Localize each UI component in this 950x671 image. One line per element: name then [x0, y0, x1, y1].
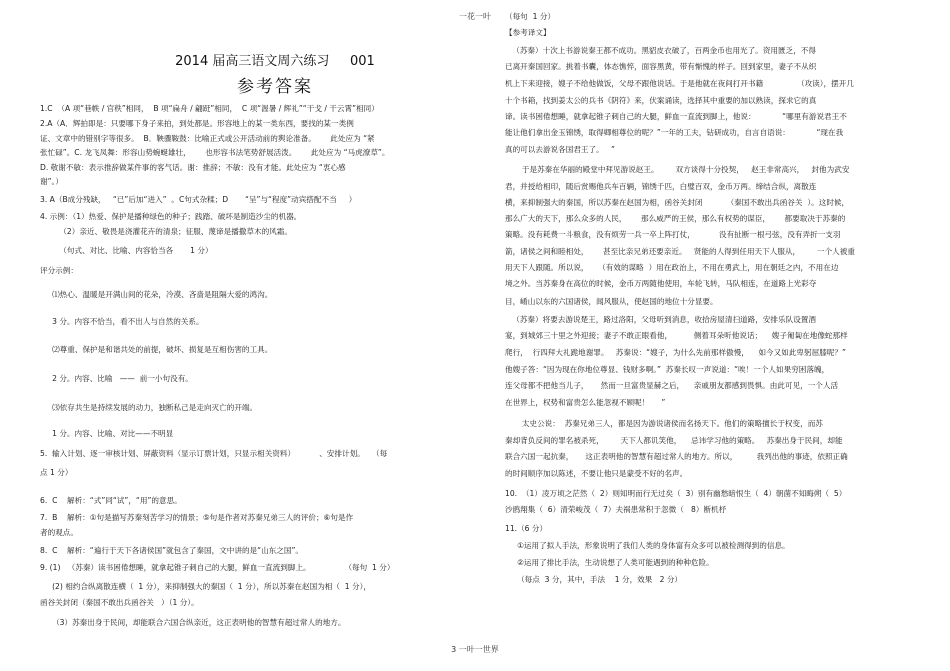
right-text-line: 10. （1）凌万顷之茫然（ 2）则知明而行无过矣（ 3）别有幽愁暗恨生（ 4）朝菌不知晦朔（ 5） [505, 489, 847, 498]
left-text-line: (2) 相约合纵离散连横（ 1 分），来抑制强大的秦国（ 1 分），所以苏秦在赵国为相（ 1 分）， [40, 582, 372, 591]
left-text-line: 1.C （A 项“巷帙 / 官秩”相同， B 项“扁舟 / 翩跹”相同， C 项“渥暑 / 辉礼”“干戈 / 干云霄”相同） [40, 104, 379, 113]
left-text-line: 1 分。内容、比喻、对比——不明显 [40, 429, 174, 438]
left-text-line: 3 分。内容不恰当，看不出人与自然的关系。 [40, 317, 204, 326]
right-text-line: 联合六国一起抗秦， 这正表明他的智慧有超过常人的地方。所以， 我列出他的事迹，依照正确 [505, 452, 848, 461]
right-text-line: 境之外。当苏秦身在高位的时候，金币万两随他使用，车轮飞转，马队相连，在道路上光彩夺 [505, 279, 817, 288]
right-text-line: 太史公说： 苏秦兄弟三人，都是因为游说诸侯而名扬天下。他们的策略擅长于权变，而苏 [505, 419, 823, 428]
right-text-line: 机上下来迎接，嫂子不给他做饭，父母不跟他说话。于是他就在夜间打开书籍 （攻读），摆开几 [505, 79, 854, 88]
left-text-line: ⑶依存共生是持续发展的动力，独断私己是走向灭亡的开端。 [40, 403, 258, 412]
right-text-line: 连父母都不把他当儿子， 然而一旦富贵显赫之后， 亲戚朋友都感到畏惧。由此可见，一个人活 [505, 381, 839, 390]
left-text-line: 3. A（B成分残缺， “已”后加“进入” 。C句式杂糅；D “呈”与“程度”动宾搭配不当 ） [40, 195, 357, 204]
right-text-line: 君，并授给相印，随后赏赐他兵车百辆，锦绣千匹，白璧百双，金币万两。缔结合纵，离散连 [505, 182, 817, 191]
right-text-line: 横，来抑制强大的秦国，所以苏秦在赵国为相，函谷关封闭 （秦国不敢出兵函谷关 ）。这时候， [505, 198, 850, 207]
left-text-line: 8. C 解析：“遍行于天下各诸侯国”就包含了秦国，文中讲的是“山东之国”。 [40, 546, 303, 555]
right-text-line: 宴，到城郊三十里之外迎接；妻子不敢正眼看他， 侧着耳朵听他说话； 嫂子匍匐在地像蛇那样 [505, 331, 848, 340]
page-footer: 3 一叶一世界 [451, 645, 499, 654]
right-text-line: 【参考译文】 [505, 28, 551, 37]
right-text-line: 在世界上，权势和富贵怎么能忽视不顾呢！ ” [505, 398, 666, 407]
left-text-line: 证、文章中的错别字等很多。 B．鞅骤鞍鼓：比喻正式或公开活动前的舆论准备。 此处应为 “紧 [40, 134, 375, 143]
left-text-line: ⑵尊重、保护是和谐共处的前提，破坏、损复是互相伤害的工具。 [40, 345, 273, 354]
right-text-line: 的时间顺序加以陈述，不要让他只是蒙受不好的名声。 [505, 469, 688, 478]
left-text-line: 7. B 解析：①句是描写苏秦刻苦学习的情景；⑤句是作者对苏秦兄弟三人的评价；⑥句是作 [40, 513, 354, 522]
document-subtitle: 参考答案 [237, 77, 313, 97]
left-text-line: 点 1 分） [40, 468, 73, 477]
right-text-line: ②运用了排比手法，生动说想了人类可能遇到的种种危险。 [505, 558, 714, 567]
right-text-line: 真的可以去游说各国君王了。 ” [505, 145, 615, 154]
right-text-line: 他嫂子答：“因为现在你地位尊显、钱财多啊。” 苏秦长叹一声说道：“唉！一个人如果穷困落魄， [505, 365, 830, 374]
left-text-line: （2）亲近、敬畏是浇灌花卉的清泉；征服、蔑谛是播撒草木的风霜。 [40, 227, 292, 236]
right-text-line: 十个书箱，找到姜太公的兵书《阴符》来，伏案诵读，选择其中重要的加以熟读，探求它的真 [505, 96, 817, 105]
right-text-line: （每点 3 分，其中，手法 1 分，效果 2 分） [505, 575, 683, 584]
left-text-line: 函谷关封闭（秦国不敢出兵函谷关 ）（1 分）。 [40, 598, 199, 607]
left-text-line: 2.A（A．辉拍即是：只要哪下身子来拍，到处都是。形容地上的某一类东西，要找的某一类例 [40, 119, 354, 128]
left-text-line: 评分示例： [40, 266, 78, 275]
right-text-line: （苏秦）将要去游说楚王，路过洛阳，父母听到消息，收拾房屋清扫道路，安排乐队设置酒 [505, 315, 816, 324]
right-text-line: 那么广大的天下，那么众多的人民， 那么威严的王侯，那么有权势的谋臣， 都要取决于苏秦的 [505, 214, 846, 223]
left-text-line: 9. (1) （苏秦）读书困倦想睡，就拿起锥子刺自己的大腿，鲜血一直流到脚上。 （每句 1 分） [40, 563, 395, 572]
document-title: 2014 届高三语文周六练习 001 [175, 54, 375, 69]
right-text-line: （苏秦）十次上书游说秦王都不成功。黑貂皮衣破了，百两金币也用光了。资用匮乏，不得 [505, 46, 816, 55]
page-header: 一花一叶 [459, 12, 491, 21]
left-text-line: D. 敬谢不敏：表示推辞做某件事的客气话。谢：推辞；不敏：没有才能。此处应为 “衷心感 [40, 163, 346, 172]
left-text-line: 2 分。内容、比喻 —— 前一小句没有。 [40, 374, 193, 383]
left-text-line: 6. C 解析：“式”同“试”，“用”的意思。 [40, 496, 182, 505]
right-text-line: 已离开秦国回家。挑着书囊，体态憔悴，面容黑黄，带有惭愧的样子。回到家里，妻子不从织 [505, 62, 817, 71]
right-text-line: 箭，诸侯之间和睦相处， 甚至比亲兄弟还要亲近。 贤能的人得到任用天下人服从， 一个人被重 [505, 247, 855, 256]
left-text-line: 5. 输入计划、逐一审核计划、屏蔽资料（显示订票计划，只显示相关资料） 、安排计划。 （每 [40, 449, 388, 458]
left-text-line: 张忙碌”。C. 龙飞凤舞：形容山势蜿蜒雄壮， 也形容书法笔势舒展活泼。 此处应为 “马虎潦草”。 [40, 148, 390, 157]
right-text-line: 用天下人跟随。所以说， （有效的谋略 ）用在政治上，不用在勇武上，用在朝廷之内，不用在边 [505, 263, 839, 272]
left-text-line: 谢”。） [40, 177, 63, 186]
right-text-line: 沙鸥翔集（ 6）清荣峻茂（ 7）夫祸患常积于忽微（ 8）断机杼 [505, 505, 727, 514]
right-text-line: 策略。没有耗费一斗粮食，没有烦劳一兵一卒上阵打仗， 没有扯断一根弓弦，没有弄折一支羽 [505, 230, 841, 239]
right-text-line: 秦却背负反间的罪名被杀死， 天下人都讥笑他， 忌讳学习他的策略。 苏秦出身于民间，却能 [505, 436, 843, 445]
left-text-line: （句式、对比、比喻、内容恰当各 1 分） [40, 246, 213, 255]
right-text-line: 能让他们拿出金玉锦绣，取得卿相尊位的呢？”一年的工夫，钻研成功，自言自语说： “现在我 [505, 128, 844, 137]
left-text-line: 4. 示例：（1）热爱、保护是播种绿色的种子；践踏、破坏是制造沙尘的机器。 [40, 212, 302, 221]
right-text-line: ①运用了拟人手法，形象说明了我们人类的身体富有众多可以被检测得到的信息。 [505, 541, 790, 550]
left-text-line: 者的观点。 [40, 528, 78, 537]
right-text-line: 爬行， 行四拜大礼跪地谢罪。 苏秦说：“嫂子，为什么先前那样傲慢， 如今又如此卑躬屈膝呢？” [505, 348, 846, 357]
right-text-line: （每句 1 分） [505, 12, 556, 21]
right-text-line: 目，崤山以东的六国诸侯，闻风服从，使赵国的地位十分显要。 [505, 297, 718, 306]
right-text-line: 11.（6 分） [505, 524, 548, 533]
left-text-line: ⑴热心、温暖是开满山间的花朵，冷漠、吝啬是阻隔大爱的鸿沟。 [40, 290, 273, 299]
right-text-line: 于是苏秦在华丽的殿堂中拜见游说赵王。 双方谈得十分投契， 赵王非常高兴， 封他为武安 [505, 165, 850, 174]
left-text-line: （3）苏秦出身于民间，却能联合六国合纵亲近，这正表明他的智慧有超过常人的地方。 [40, 618, 346, 627]
right-text-line: 谛。读书困倦想睡，就拿起锥子刺自己的大腿，鲜血一直流到脚上，他说： “哪里有游说君王不 [505, 112, 847, 121]
